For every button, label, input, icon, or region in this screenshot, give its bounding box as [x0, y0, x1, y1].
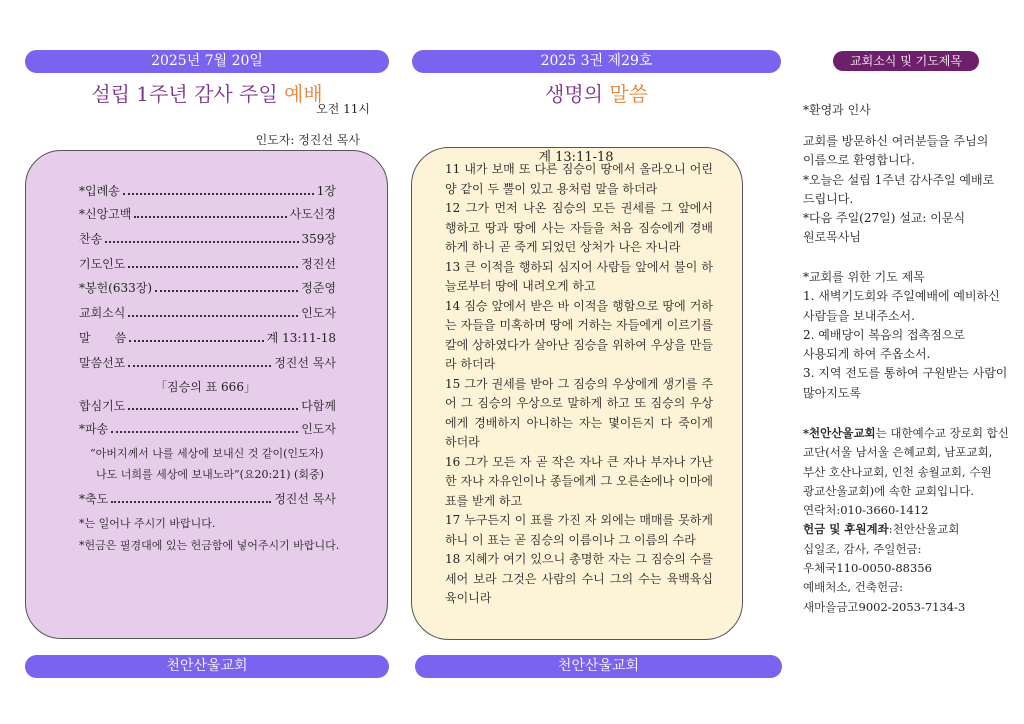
- account-line: 십일조, 감사, 주일헌금:: [803, 541, 922, 556]
- order-item-label: 말씀선포: [79, 356, 126, 370]
- order-item-label: 찬송: [79, 232, 103, 246]
- account-line: 새마을금고9002-2053-7134-3: [803, 599, 966, 614]
- prayer-line: 2. 예배당이 복음의 접촉점으로: [803, 327, 965, 342]
- church-info-section: [803, 424, 1015, 617]
- verse: 16 그가 모든 자 곧 작은 자나 큰 자나 부자나 가난한 자나 자유인이나 종들에게 그 오른손에나 이마에 표를 받게 하고: [445, 454, 713, 508]
- order-item: [79, 397, 336, 414]
- order-item: [79, 329, 336, 346]
- welcome-line: 드립니다.: [803, 191, 854, 206]
- leader-dots: [134, 216, 286, 218]
- order-item-label: *봉헌(633장): [79, 281, 153, 295]
- verse: 18 지혜가 여기 있으니 총명한 자는 그 짐승의 수를 세어 보라 그것은 사람의 수니 그의 수는 육백육십육이니라: [445, 552, 713, 605]
- account-heading-name: :천안산울교회: [888, 522, 960, 537]
- church-about: [803, 424, 1015, 443]
- church-about-line: 부산 호산나교회, 인천 송월교회, 수원: [803, 464, 992, 479]
- welcome-line: 원로목사님: [803, 230, 861, 245]
- prayer-line: 사용되게 하여 주옵소서.: [803, 347, 931, 362]
- verse: 11 내가 보매 또 다른 짐승이 땅에서 올라오니 어린 양 같이 두 뿔이 있고 용처럼 말을 하더라: [445, 162, 713, 196]
- verse: 14 짐승 앞에서 받은 바 이적을 행함으로 땅에 거하는 자들을 미혹하며 땅에 거하는 자들에게 이르기를 칼에 상하였다가 살아난 짐승을 위하여 우상을 만들라 하더라: [445, 298, 713, 371]
- order-item-value: 인도자: [301, 306, 336, 320]
- welcome-line: *오늘은 설립 1주년 감사주일 예배로: [803, 172, 995, 187]
- leader-dots: [128, 315, 298, 317]
- order-item-label: *파송: [79, 422, 109, 436]
- section-title-main: 생명의: [545, 82, 610, 106]
- order-item: [79, 255, 336, 272]
- account-line: 예배처소, 건축헌금:: [803, 580, 904, 595]
- welcome-heading: *환영과 인사: [803, 103, 871, 117]
- sending-verse-line: 나도 너희를 세상에 보내노라”(요20:21) (회중): [96, 468, 324, 481]
- order-item-label: *축도: [79, 492, 109, 506]
- church-name-footer: 천안산울교회: [415, 655, 782, 678]
- sending-verse-line: “아버지께서 나를 세상에 보내신 것 같이(인도자): [90, 447, 324, 460]
- section-title: [412, 78, 781, 107]
- standing-note: *는 일어나 주시기 바랍니다.: [79, 517, 216, 530]
- welcome-section: [803, 132, 1015, 248]
- sermon-title: 「짐승의 표 666」: [155, 380, 256, 394]
- leader-dots: [128, 365, 271, 367]
- order-item: [79, 182, 336, 199]
- date-banner: 2025년 7월 20일: [25, 50, 389, 73]
- order-item-value: 정진선 목사: [274, 356, 336, 370]
- service-title-main: 설립 1주년 감사 주일: [91, 82, 285, 106]
- order-item: [79, 230, 336, 247]
- prayer-heading: *교회를 위한 기도 제목: [803, 270, 925, 284]
- scripture-text: [445, 160, 713, 609]
- order-item-label: *입례송: [79, 184, 120, 198]
- leader-dots: [129, 340, 263, 342]
- leader-dots: [155, 290, 298, 292]
- account-line: 우체국110-0050-88356: [803, 561, 932, 576]
- order-item-label: 기도인도: [79, 257, 126, 271]
- order-item-label: 교회소식: [79, 306, 126, 320]
- order-item: [79, 205, 336, 222]
- welcome-line: 교회를 방문하신 여러분들을 주님의: [803, 134, 989, 148]
- order-item-label: 말 씀: [79, 331, 127, 345]
- welcome-line: 이름으로 환영합니다.: [803, 153, 915, 168]
- leader-dots: [105, 241, 298, 243]
- order-item-label: *신앙고백: [79, 207, 132, 221]
- offering-note: *헌금은 필경대에 있는 헌금함에 넣어주시기 바랍니다.: [79, 539, 340, 552]
- welcome-line: *다음 주일(27일) 설교: 이문식: [803, 211, 966, 226]
- leader-dots: [111, 431, 298, 433]
- verse: 12 그가 먼저 나온 짐승의 모든 권세를 그 앞에서 행하고 땅과 땅에 사는 자들을 처음 짐승에게 경배하게 하니 곧 죽게 되었던 상처가 나은 자니라: [445, 201, 713, 254]
- verse: 13 큰 이적을 행하되 심지어 사람들 앞에서 불이 하늘로부터 땅에 내려오게 하고: [445, 259, 713, 293]
- order-item-label: 합심기도: [79, 399, 126, 413]
- prayer-section: [803, 268, 1015, 403]
- issue-banner: 2025 3권 제29호: [412, 50, 781, 73]
- church-name-footer: 천안산울교회: [25, 655, 389, 678]
- order-item-value: 정진선 목사: [274, 492, 336, 506]
- order-item-value: 계 13:11-18: [266, 331, 336, 345]
- order-item-value: 정진선: [301, 257, 336, 271]
- church-about-text: 는 대한예수교 장로회 합신: [875, 426, 1009, 440]
- order-item-value: 359장: [301, 232, 336, 246]
- order-item-value: 다함께: [301, 399, 336, 413]
- verse: 15 그가 권세를 받아 그 짐승의 우상에게 생기를 주어 그 짐승의 우상으로 말하게 하고 또 짐승의 우상에게 경배하지 아니하는 자는 몇이든지 다 죽이게 하더라: [445, 376, 713, 449]
- church-about-name: *천안산울교회: [803, 426, 876, 440]
- scripture-reference: 계 13:11-18: [538, 150, 614, 165]
- service-title-accent: 예배: [284, 82, 323, 106]
- prayer-line: 1. 새벽기도회와 주일예배에 예비하신: [803, 289, 1000, 304]
- order-item: [79, 420, 336, 437]
- church-contact: 연락처:010-3660-1412: [803, 503, 929, 518]
- prayer-line: 사람들을 보내주소서.: [803, 308, 915, 323]
- account-heading-label: 헌금 및 후원계좌: [803, 522, 889, 537]
- leader-dots: [128, 408, 298, 410]
- verse: 17 누구든지 이 표를 가진 자 외에는 매매를 못하게 하니 이 표는 곧 짐승의 이름이나 그 이름의 수라: [445, 513, 713, 547]
- order-item-value: 1장: [316, 184, 336, 198]
- news-prayer-badge: 교회소식 및 기도제목: [833, 51, 979, 71]
- church-about-line: 교단(서울 남서울 은혜교회, 남포교회,: [803, 445, 993, 460]
- order-item-value: 인도자: [301, 422, 336, 436]
- section-title-accent: 말씀: [609, 82, 648, 106]
- prayer-line: 많아지도록: [803, 385, 861, 400]
- account-heading: [803, 520, 1015, 539]
- leader-dots: [111, 501, 271, 503]
- order-item-value: 사도신경: [289, 207, 336, 221]
- prayer-line: 3. 지역 전도를 통하여 구원받는 사람이: [803, 366, 1008, 381]
- service-time: 오전 11시: [316, 102, 370, 116]
- order-item-value: 정준영: [301, 281, 336, 295]
- order-item: [79, 354, 336, 371]
- leader-dots: [123, 193, 314, 195]
- order-item: [79, 490, 336, 507]
- service-leader: 인도자: 정진선 목사: [255, 133, 360, 147]
- order-item: [79, 304, 336, 321]
- leader-dots: [128, 266, 298, 268]
- order-item: [79, 279, 336, 296]
- church-about-line: 광교산울교회)에 속한 교회입니다.: [803, 483, 974, 498]
